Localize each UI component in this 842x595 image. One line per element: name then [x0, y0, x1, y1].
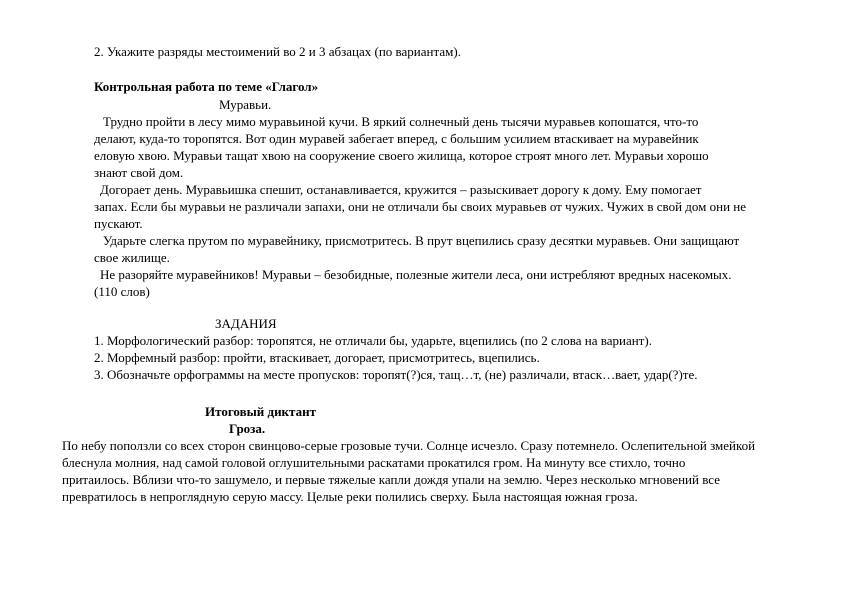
text-line: пускают. — [94, 216, 143, 231]
dictation-line: превратилось в непроглядную серую массу. Целые реки полились сверху. Была настоящая южная гроза. — [62, 489, 638, 504]
text-line: Не разоряйте муравейников! Муравьи – безобидные, полезные жители леса, они истребляют вредных насекомых. — [100, 267, 732, 282]
text-line: Ударьте слегка прутом по муравейнику, присмотритесь. В прут вцепились сразу десятки муравьев. Они защищают — [103, 233, 740, 248]
text-line: запах. Если бы муравьи не различали запахи, они не отличали бы своих муравьев от чужих. Чужих в свой дом они не — [94, 199, 747, 214]
text-line: свое жилище. — [94, 250, 170, 265]
text-line: делают, куда-то торопятся. Вот один муравей забегает вперед, с большим усилием втаскивает на муравейник — [94, 131, 699, 146]
dictation-heading: Итоговый диктант — [205, 404, 316, 419]
test-heading: Контрольная работа по теме «Глагол» — [94, 79, 319, 94]
dictation-line: По небу поползли со всех сторон свинцово-серые грозовые тучи. Солнце исчезло. Сразу потемнело. Ослепительной змейкой — [62, 438, 756, 453]
text-title-ants: Муравьи. — [219, 97, 272, 112]
task-2-pronouns: 2. Укажите разряды местоимений во 2 и 3 абзацах (по вариантам). — [94, 44, 461, 59]
task-item: 2. Морфемный разбор: пройти, втаскивает, догорает, присмотритесь, вцепились. — [94, 350, 540, 365]
word-count: (110 слов) — [94, 284, 150, 299]
dictation-title: Гроза. — [229, 421, 266, 436]
text-line: знают свой дом. — [94, 165, 184, 180]
task-item: 3. Обозначьте орфограммы на месте пропусков: торопят(?)ся, тащ…т, (не) различали, втаск…вает, удар(?)те. — [94, 367, 698, 382]
dictation-line: блеснула молния, над самой головой оглушительными раскатами прокатился гром. На минуту все стихло, точно — [62, 455, 686, 470]
dictation-line: притаилось. Вблизи что-то зашумело, и первые тяжелые капли дождя упали на землю. Через несколько мгновений все — [62, 472, 720, 487]
tasks-heading: ЗАДАНИЯ — [215, 316, 277, 331]
text-line: еловую хвою. Муравьи тащат хвою на сооружение своего жилища, которое строят много лет. Муравьи хорошо — [94, 148, 709, 163]
text-line: Догорает день. Муравьишка спешит, останавливается, кружится – разыскивает дорогу к дому. Ему помогает — [100, 182, 702, 197]
text-line: Трудно пройти в лесу мимо муравьиной кучи. В яркий солнечный день тысячи муравьев копошатся, что-то — [103, 114, 699, 129]
task-item: 1. Морфологический разбор: торопятся, не отличали бы, ударьте, вцепились (по 2 слова на вариант). — [94, 333, 652, 348]
